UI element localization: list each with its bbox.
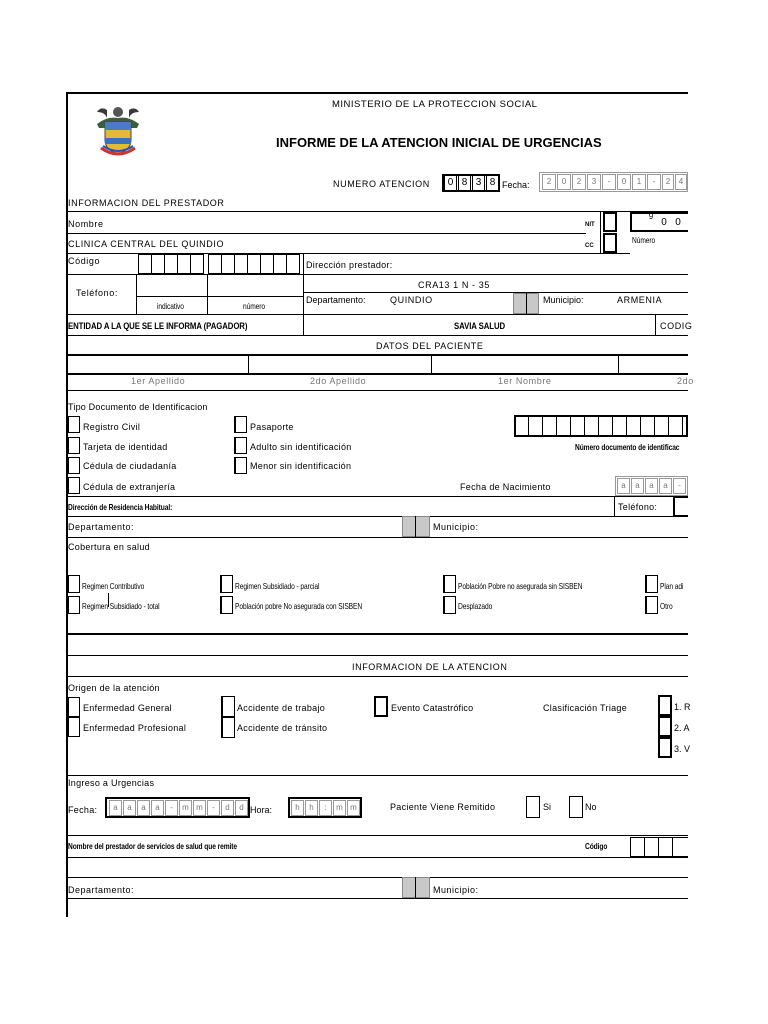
fecha-nac-char: a	[631, 478, 644, 494]
divider	[600, 211, 601, 253]
doc-cedula-ciudadania: Cédula de ciudadanía	[83, 461, 177, 471]
fecha-char: 3	[587, 174, 601, 190]
telefono-label: Teléfono:	[76, 288, 118, 298]
apellido2-label: 2do Apellido	[310, 376, 367, 386]
codigo-cell[interactable]	[190, 254, 204, 274]
fecha-char: 2	[542, 174, 556, 190]
cob-plan-adicional: Plan adi	[660, 581, 684, 591]
divider	[66, 857, 688, 858]
ingreso-fecha-char: m	[179, 800, 192, 816]
numero-label: Número	[632, 235, 656, 245]
remitido-no-label: No	[585, 802, 597, 812]
divider	[658, 837, 659, 857]
numero-tel-label: número	[243, 301, 266, 311]
fecha-nac-char: a	[617, 478, 630, 494]
atencion-section-title: INFORMACION DE LA ATENCION	[352, 662, 508, 672]
cob-regimen-subsidiado-total: Regimen Subsidiado - total	[82, 601, 160, 611]
hora-char: m	[347, 800, 360, 816]
registro-civil-checkbox[interactable]	[67, 416, 80, 433]
telefono-paciente-input[interactable]	[673, 496, 688, 517]
divider	[415, 516, 416, 537]
divider	[207, 274, 208, 314]
divider	[612, 415, 613, 437]
origen-evento-catastrofico: Evento Catastrófico	[391, 703, 474, 713]
divider	[66, 274, 688, 275]
prestador-section-title: INFORMACION DEL PRESTADOR	[68, 198, 225, 208]
origen-enfermedad-profesional: Enfermedad Profesional	[83, 723, 187, 733]
nit-digit: 0	[675, 217, 681, 228]
fecha-char: 2	[662, 174, 674, 190]
fecha-char: 2	[572, 174, 586, 190]
enfermedad-profesional-checkbox[interactable]	[67, 717, 80, 737]
divider	[682, 415, 683, 437]
hora-char: h	[305, 800, 318, 816]
doc-adulto-sin-id: Adulto sin identificación	[250, 442, 352, 452]
accidente-transito-checkbox[interactable]	[221, 717, 235, 738]
numero-documento-label: Número documento de identificac	[575, 442, 680, 452]
remitido-si-checkbox[interactable]	[526, 796, 540, 818]
plan-adicional-checkbox[interactable]	[645, 575, 658, 593]
paciente-remitido-label: Paciente Viene Remitido	[390, 802, 496, 812]
evento-catastrofico-checkbox[interactable]	[374, 696, 388, 717]
apellido2-input[interactable]	[248, 354, 432, 375]
doc-menor-sin-id: Menor sin identificación	[250, 461, 352, 471]
pasaporte-checkbox[interactable]	[234, 416, 247, 433]
fecha-char: -	[602, 174, 616, 190]
indicativo-label: indicativo	[157, 301, 184, 311]
divider	[626, 415, 627, 437]
triage-option-2: 2. A	[674, 723, 690, 733]
divider	[66, 877, 688, 878]
ingreso-fecha-char: -	[165, 800, 178, 816]
cob-pobre-sin-sisben: Población Pobre no asegurada sin SISBEN	[458, 581, 583, 591]
prestador-nombre: CLINICA CENTRAL DEL QUINDIO	[68, 239, 225, 249]
nit-digit: 0	[661, 217, 667, 228]
divider	[136, 274, 137, 314]
divider	[614, 496, 615, 516]
prestador-remite-label: Nombre del prestador de servicios de salud que remite	[68, 841, 238, 851]
divider	[655, 315, 656, 335]
codigo-remite-field[interactable]	[630, 837, 688, 857]
coat-of-arms-icon	[93, 104, 143, 160]
codigo-cell[interactable]	[247, 254, 261, 274]
codigo-remite-label: Código	[585, 841, 608, 851]
divider	[303, 253, 304, 315]
divider	[66, 676, 688, 677]
nit-label: NIT	[585, 222, 595, 228]
fecha-nacimiento-label: Fecha de Nacimiento	[460, 482, 551, 492]
ingreso-fecha-char: d	[221, 800, 234, 816]
divider	[668, 415, 669, 437]
departamento-remite-label: Departamento:	[68, 885, 135, 895]
cedula-extranjeria-checkbox[interactable]	[67, 477, 80, 494]
fecha-char: 4	[675, 174, 687, 190]
remitido-si-label: Si	[543, 802, 552, 812]
codigo-cell[interactable]	[164, 254, 178, 274]
divider	[66, 211, 688, 212]
triage-3-checkbox[interactable]	[658, 737, 672, 758]
codigo-cell[interactable]	[234, 254, 248, 274]
codigo-cell[interactable]	[286, 254, 300, 274]
codigo-cell[interactable]	[208, 254, 222, 274]
nombre1-input[interactable]	[431, 354, 619, 375]
departamento-paciente-label: Departamento:	[68, 522, 135, 532]
municipio-label: Municipio:	[543, 295, 584, 305]
numero-digit: 8	[486, 175, 499, 191]
divider	[66, 775, 688, 776]
paciente-section-title: DATOS DEL PACIENTE	[376, 341, 484, 351]
divider	[66, 335, 688, 336]
triage-option-3: 3. V	[674, 744, 691, 754]
ingreso-hora-label: Hora:	[250, 805, 273, 815]
fecha-char: -	[647, 174, 661, 190]
divider	[640, 415, 641, 437]
fecha-label: Fecha:	[502, 180, 530, 190]
codigo-cell[interactable]	[273, 254, 287, 274]
ingreso-fecha-char: a	[137, 800, 150, 816]
fecha-char: 1	[632, 174, 646, 190]
form-top-border	[66, 92, 688, 94]
departamento-remite-code[interactable]	[402, 877, 430, 898]
origen-enfermedad-general: Enfermedad General	[83, 703, 172, 713]
pobre-sin-sisben-checkbox[interactable]	[443, 575, 456, 593]
divider	[415, 877, 416, 898]
entidad-label: ENTIDAD A LA QUE SE LE INFORMA (PAGADOR)	[68, 321, 248, 332]
cc-label: CC	[585, 243, 594, 249]
pobre-con-sisben-checkbox[interactable]	[220, 596, 233, 614]
apellido1-label: 1er Apellido	[131, 376, 186, 386]
direccion-residencia-label: Dirección de Residencia Habitual:	[68, 502, 173, 512]
codigo-label: Código	[68, 256, 101, 266]
fecha-nac-char: -	[673, 478, 686, 494]
hora-char: m	[333, 800, 346, 816]
ingreso-urgencias-label: Ingreso a Urgencias	[68, 778, 155, 788]
cedula-ciudadania-checkbox[interactable]	[67, 457, 80, 474]
doc-registro-civil: Registro Civil	[83, 422, 141, 432]
divider	[584, 415, 585, 437]
ingreso-fecha-char: a	[151, 800, 164, 816]
nombre2-label: 2do	[677, 376, 694, 386]
divider	[66, 390, 688, 391]
divider	[526, 293, 527, 314]
cc-checkbox[interactable]	[603, 233, 617, 253]
telefono-paciente-label: Teléfono:	[618, 502, 658, 512]
triage-2-checkbox[interactable]	[658, 716, 672, 737]
cob-subsidiado-parcial: Regimen Subsidiado - parcial	[235, 581, 320, 591]
direccion-prestador-value: CRA13 1 N - 35	[418, 280, 490, 290]
cob-desplazado: Desplazado	[458, 601, 493, 611]
divider	[66, 314, 688, 315]
codigo-cell[interactable]	[177, 254, 191, 274]
nombre1-label: 1er Nombre	[498, 376, 552, 386]
section-divider	[66, 633, 688, 635]
divider	[570, 415, 571, 437]
divider	[303, 292, 688, 293]
cob-pobre-con-sisben: Población pobre No asegurada con SISBEN	[235, 601, 363, 611]
origen-accidente-transito: Accidente de tránsito	[237, 723, 328, 733]
ingreso-fecha-char: m	[193, 800, 206, 816]
menor-sin-id-checkbox[interactable]	[234, 457, 247, 474]
departamento-value: QUINDIO	[390, 295, 433, 305]
numero-digit: 3	[472, 175, 485, 191]
ministry-name: MINISTERIO DE LA PROTECCION SOCIAL	[332, 99, 538, 110]
entidad-value: SAVIA SALUD	[454, 321, 506, 332]
otro-checkbox[interactable]	[645, 596, 658, 614]
cobertura-label: Cobertura en salud	[68, 542, 150, 552]
nit-digit: 9	[648, 212, 654, 221]
doc-cedula-extranjeria: Cédula de extranjería	[83, 482, 176, 492]
direccion-prestador-label: Dirección prestador:	[306, 260, 393, 270]
divider	[598, 415, 599, 437]
nombre-label: Nombre	[68, 219, 104, 229]
fecha-char: 0	[617, 174, 631, 190]
divider	[66, 835, 688, 836]
origen-accidente-trabajo: Accidente de trabajo	[237, 703, 326, 713]
cob-regimen-contributivo: Regimen Contributivo	[82, 581, 145, 591]
municipio-paciente-label: Municipio:	[433, 522, 479, 532]
form-title: INFORME DE LA ATENCION INICIAL DE URGENCIAS	[276, 135, 602, 150]
codigo-cell[interactable]	[260, 254, 274, 274]
divider	[66, 233, 586, 234]
municipio-remite-label: Municipio:	[433, 885, 479, 895]
fecha-nac-char: a	[659, 478, 672, 494]
divider	[66, 655, 688, 656]
apellido1-input[interactable]	[66, 354, 249, 375]
regimen-subsidiado-total-checkbox[interactable]	[67, 596, 80, 614]
tarjeta-identidad-checkbox[interactable]	[67, 437, 80, 454]
ingreso-fecha-label: Fecha:	[68, 805, 98, 815]
codigo-cell[interactable]	[138, 254, 152, 274]
triage-option-1: 1. R	[674, 702, 691, 712]
municipio-value: ARMENIA	[617, 295, 663, 305]
nombre2-input[interactable]	[618, 354, 688, 375]
divider	[66, 898, 688, 899]
enfermedad-general-checkbox[interactable]	[67, 697, 80, 717]
divider	[528, 415, 529, 437]
fecha-nac-char: a	[645, 478, 658, 494]
departamento-paciente-code[interactable]	[402, 516, 430, 537]
divider	[66, 516, 688, 517]
triage-1-checkbox[interactable]	[658, 695, 672, 716]
accidente-trabajo-checkbox[interactable]	[221, 696, 235, 717]
divider	[542, 415, 543, 437]
numero-digit: 0	[444, 175, 457, 191]
regimen-contributivo-checkbox[interactable]	[67, 575, 80, 593]
ingreso-fecha-char: -	[207, 800, 220, 816]
hora-char: h	[291, 800, 304, 816]
hora-char: :	[319, 800, 332, 816]
ingreso-fecha-char: a	[123, 800, 136, 816]
doc-pasaporte: Pasaporte	[250, 422, 294, 432]
nit-checkbox[interactable]	[603, 212, 617, 232]
desplazado-checkbox[interactable]	[443, 596, 456, 614]
numero-atencion-label: NUMERO ATENCION	[333, 179, 430, 189]
divider	[644, 837, 645, 857]
departamento-label: Departamento:	[306, 295, 366, 305]
remitido-no-checkbox[interactable]	[569, 796, 583, 818]
codigo-cell[interactable]	[151, 254, 165, 274]
numero-digit: 8	[458, 175, 471, 191]
adulto-sin-id-checkbox[interactable]	[234, 437, 247, 454]
codigo-cell[interactable]	[221, 254, 235, 274]
regimen-subsidiado-parcial-checkbox[interactable]	[220, 575, 233, 593]
doc-tarjeta-identidad: Tarjeta de identidad	[83, 442, 168, 452]
divider	[672, 837, 673, 857]
divider	[66, 537, 688, 538]
divider	[303, 315, 304, 335]
divider	[66, 496, 688, 497]
divider	[136, 296, 303, 297]
ingreso-fecha-char: a	[109, 800, 122, 816]
divider	[556, 415, 557, 437]
origen-label: Origen de la atención	[68, 683, 160, 693]
clasificacion-triage-label: Clasificación Triage	[543, 703, 628, 713]
ingreso-fecha-char: d	[235, 800, 248, 816]
tipo-documento-label: Tipo Documento de Identificacion	[68, 402, 208, 412]
fecha-char: 0	[557, 174, 571, 190]
cob-otro: Otro	[660, 601, 673, 611]
divider	[654, 415, 655, 437]
codigo-entidad-label: CODIG	[660, 321, 693, 331]
numero-documento-field[interactable]	[514, 415, 688, 437]
